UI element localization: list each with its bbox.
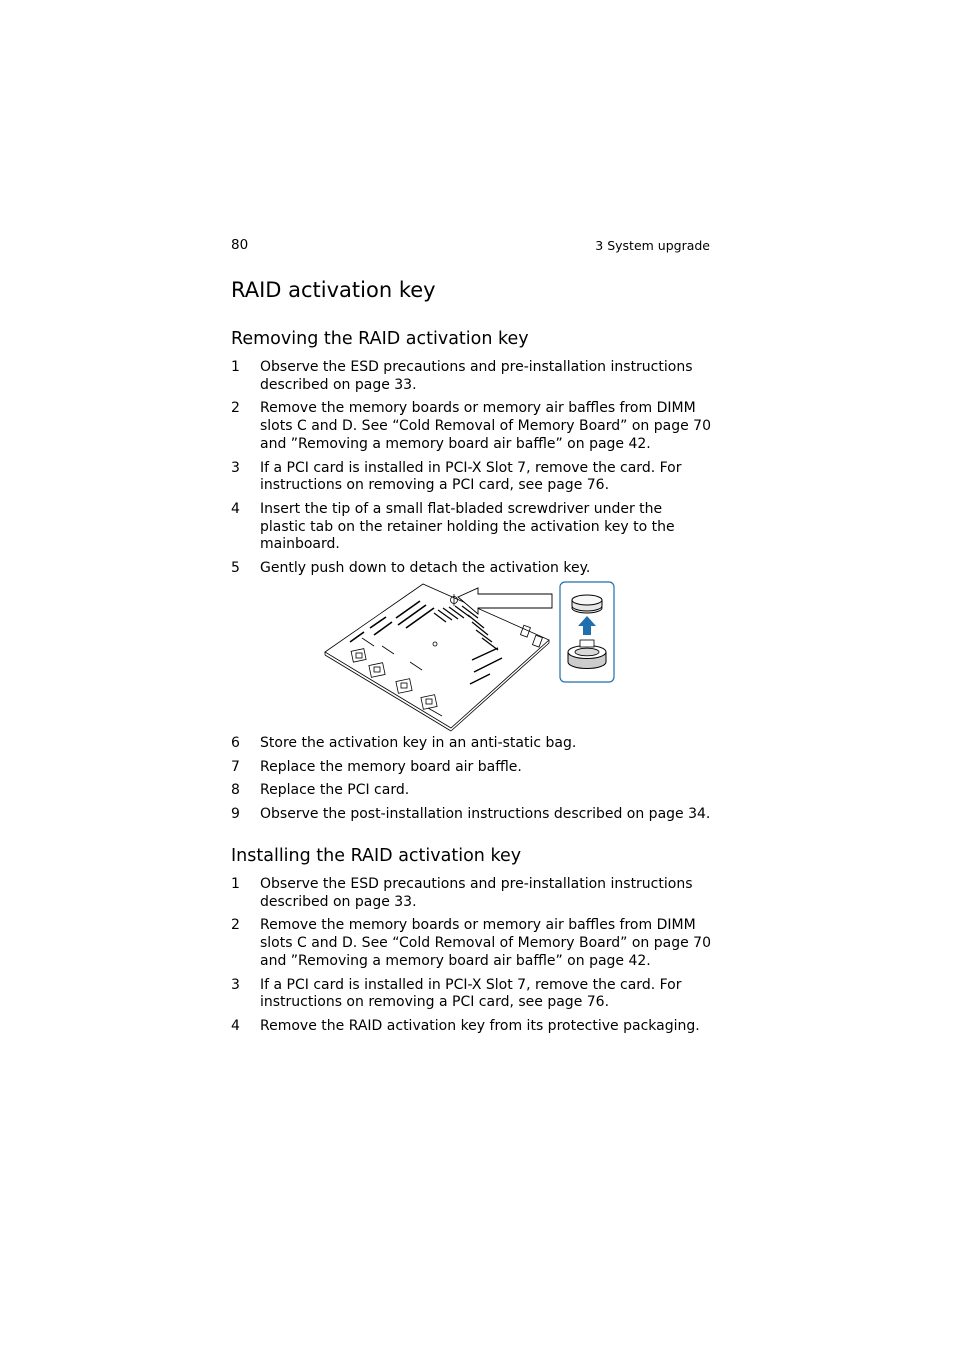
step-number: 7 bbox=[231, 758, 240, 775]
page-number: 80 bbox=[231, 237, 249, 253]
list-item bbox=[231, 460, 711, 495]
step-text: Gently push down to detach the activation key. bbox=[260, 560, 591, 577]
installing-steps-list bbox=[231, 876, 711, 1042]
chapter-title: 3 System upgrade bbox=[595, 238, 710, 253]
list-item bbox=[231, 1018, 711, 1036]
list-item bbox=[231, 359, 711, 394]
step-text: Remove the memory boards or memory air baffles from DIMM slots C and D. See “Cold Removal of Memory Board” on page 70 and ”Removing a memory board air baffle” on page 42. bbox=[260, 400, 711, 452]
list-item bbox=[231, 876, 711, 911]
step-number: 4 bbox=[231, 500, 240, 517]
step-number: 1 bbox=[231, 876, 240, 892]
page-header bbox=[231, 237, 710, 257]
step-number: 6 bbox=[231, 735, 240, 751]
step-text: Remove the memory boards or memory air baffles from DIMM slots C and D. See “Cold Removal of Memory Board” on page 70 and ”Removing a memory board air baffle” on page 42. bbox=[260, 917, 711, 969]
list-item bbox=[231, 806, 711, 824]
step-number: 4 bbox=[231, 1017, 240, 1034]
step-text: Observe the post-installation instructions described on page 34. bbox=[260, 806, 711, 823]
mainboard-illustration bbox=[322, 580, 616, 732]
list-item bbox=[231, 782, 711, 800]
activation-key-inset bbox=[560, 582, 614, 682]
step-number: 3 bbox=[231, 459, 240, 476]
step-text: If a PCI card is installed in PCI-X Slot 7, remove the card. For instructions on removing a PCI card, see page 76. bbox=[260, 459, 682, 494]
step-number: 8 bbox=[231, 782, 240, 799]
section-heading-installing: Installing the RAID activation key bbox=[231, 846, 522, 866]
list-item bbox=[231, 560, 711, 578]
step-number: 2 bbox=[231, 917, 240, 934]
step-number: 3 bbox=[231, 976, 240, 993]
list-item bbox=[231, 735, 711, 753]
removing-steps-list bbox=[231, 359, 711, 584]
step-number: 5 bbox=[231, 560, 240, 577]
list-item bbox=[231, 400, 711, 453]
step-number: 9 bbox=[231, 806, 240, 823]
step-text: Insert the tip of a small flat-bladed screwdriver under the plastic tab on the retainer holding the activation key to the mainboard. bbox=[260, 500, 675, 553]
step-text: Replace the PCI card. bbox=[260, 782, 410, 799]
section-heading-removing: Removing the RAID activation key bbox=[231, 329, 529, 349]
step-text: Replace the memory board air baffle. bbox=[260, 758, 522, 775]
list-item bbox=[231, 977, 711, 1012]
step-text: If a PCI card is installed in PCI-X Slot 7, remove the card. For instructions on removing a PCI card, see page 76. bbox=[260, 976, 682, 1011]
page-title: RAID activation key bbox=[231, 278, 436, 302]
list-item bbox=[231, 759, 711, 777]
list-item bbox=[231, 501, 711, 554]
step-text: Store the activation key in an anti-static bag. bbox=[260, 735, 577, 751]
step-number: 2 bbox=[231, 400, 240, 417]
step-text: Observe the ESD precautions and pre-installation instructions described on page 33. bbox=[260, 359, 693, 393]
removing-steps-list-continued bbox=[231, 735, 711, 830]
step-text: Remove the RAID activation key from its protective packaging. bbox=[260, 1017, 700, 1034]
step-text: Observe the ESD precautions and pre-installation instructions described on page 33. bbox=[260, 876, 693, 910]
list-item bbox=[231, 917, 711, 970]
step-number: 1 bbox=[231, 359, 240, 375]
